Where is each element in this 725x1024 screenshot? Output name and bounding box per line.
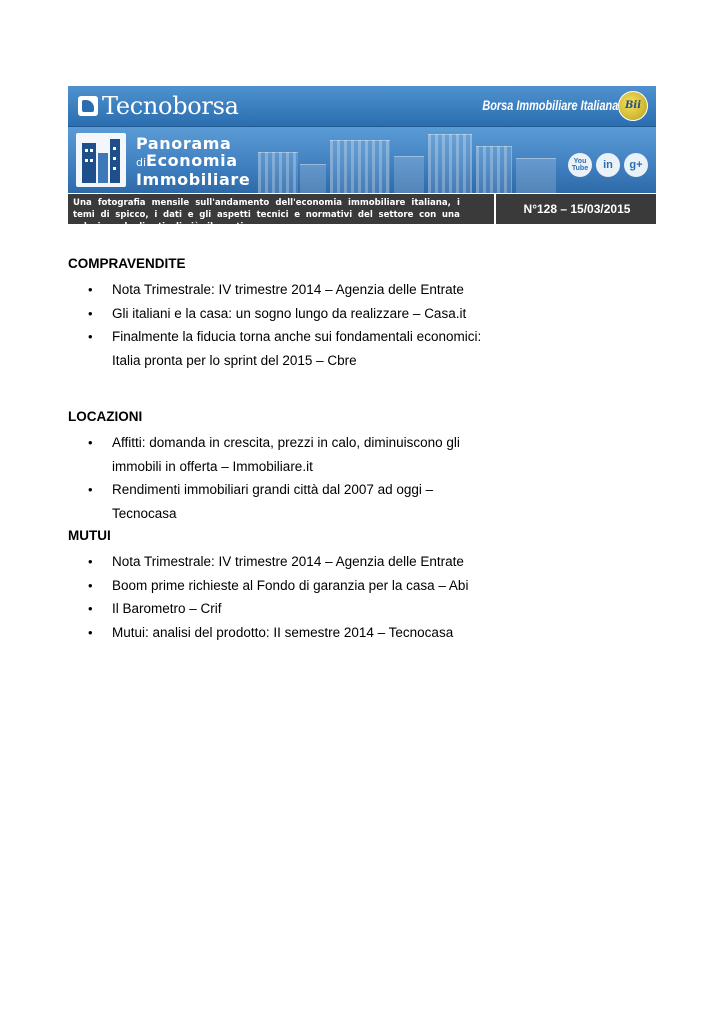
- bullet-icon: •: [88, 329, 93, 344]
- panorama-title-line1: Panorama: [136, 134, 232, 153]
- panorama-title-di: di: [136, 156, 147, 169]
- skyline-building: [258, 152, 298, 193]
- article-list: [68, 278, 668, 372]
- youtube-icon[interactable]: You Tube: [568, 153, 592, 177]
- header-divider: [494, 194, 496, 224]
- section-locazioni: [68, 408, 668, 525]
- section-mutui: [68, 527, 668, 644]
- tecnoborsa-logo-icon: [78, 96, 98, 116]
- article-list: [68, 550, 668, 644]
- article-list: [68, 431, 668, 525]
- list-item[interactable]: [68, 478, 668, 525]
- section-title: COMPRAVENDITE: [68, 256, 186, 271]
- bullet-icon: •: [88, 305, 93, 321]
- article-link[interactable]: Gli italiani e la casa: un sogno lungo da realizzare – Casa.it: [112, 305, 467, 321]
- panorama-title-line2: [136, 152, 250, 171]
- list-item[interactable]: [68, 302, 668, 326]
- article-link[interactable]: Nota Trimestrale: IV trimestre 2014 – Agenzia delle Entrate: [112, 282, 464, 297]
- list-item[interactable]: [68, 278, 668, 302]
- list-item[interactable]: [68, 431, 668, 478]
- section-title: MUTUI: [68, 528, 111, 543]
- bullet-icon: •: [88, 601, 93, 616]
- panorama-title-line3: Immobiliare: [136, 170, 251, 189]
- bullet-icon: •: [88, 624, 93, 640]
- newsletter-tagline: Una fotografia mensile sull'andamento dell'economia immobiliare italiana, i temi di spicco, i dati e gli aspetti tecnici e normativi del settore con una selezione degli articoli più rilevanti: [73, 197, 460, 232]
- article-link[interactable]: Affitti: domanda in crescita, prezzi in calo, diminuiscono gli immobili in offerta – Immobiliare.it: [112, 435, 460, 474]
- bullet-icon: •: [88, 435, 93, 450]
- section-title: LOCAZIONI: [68, 409, 143, 424]
- bii-seal-text: Bii: [624, 100, 642, 111]
- header-info-band: [68, 194, 656, 232]
- skyline-building: [428, 134, 472, 193]
- list-item[interactable]: [68, 550, 668, 574]
- skyline-building: [476, 146, 512, 193]
- list-item[interactable]: [68, 574, 668, 598]
- linkedin-icon[interactable]: in: [596, 153, 620, 177]
- tecnoborsa-logo: [78, 92, 239, 120]
- bii-seal-icon: [618, 91, 648, 121]
- newsletter-header-banner: [68, 86, 656, 232]
- list-item[interactable]: [68, 597, 668, 621]
- header-top-bar: [68, 86, 656, 127]
- bullet-icon: •: [88, 577, 93, 593]
- bullet-icon: •: [88, 282, 93, 297]
- article-link[interactable]: Boom prime richieste al Fondo di garanzia per la casa – Abi: [112, 577, 469, 593]
- partner-name: Borsa Immobiliare Italiana: [482, 97, 618, 113]
- skyline-building: [516, 158, 556, 193]
- issue-number-date: N°128 – 15/03/2015: [523, 202, 631, 216]
- bullet-icon: •: [88, 482, 93, 497]
- brand-name: Tecnoborsa: [102, 92, 239, 120]
- google-plus-icon[interactable]: g+: [624, 153, 648, 177]
- skyline-building: [394, 156, 424, 193]
- article-link[interactable]: Rendimenti immobiliari grandi città dal 2007 ad oggi – Tecnocasa: [112, 482, 434, 521]
- article-link[interactable]: Il Barometro – Crif: [112, 601, 222, 616]
- panorama-title-economia: Economia: [146, 151, 238, 170]
- header-city-band: [68, 127, 656, 193]
- panorama-title: [136, 135, 250, 188]
- skyline-building: [300, 164, 326, 193]
- section-compravendite: [68, 255, 668, 372]
- skyline-building: [330, 140, 390, 193]
- article-link[interactable]: Mutui: analisi del prodotto: II semestre 2014 – Tecnocasa: [112, 624, 454, 640]
- article-link[interactable]: Nota Trimestrale: IV trimestre 2014 – Agenzia delle Entrate: [112, 554, 464, 569]
- social-links: [568, 153, 648, 177]
- panorama-building-logo-icon: [76, 133, 126, 187]
- list-item[interactable]: [68, 325, 668, 372]
- article-link[interactable]: Finalmente la fiducia torna anche sui fondamentali economici: Italia pronta per lo sprint del 2015 – Cbre: [112, 329, 482, 368]
- list-item[interactable]: [68, 621, 668, 645]
- bullet-icon: •: [88, 554, 93, 569]
